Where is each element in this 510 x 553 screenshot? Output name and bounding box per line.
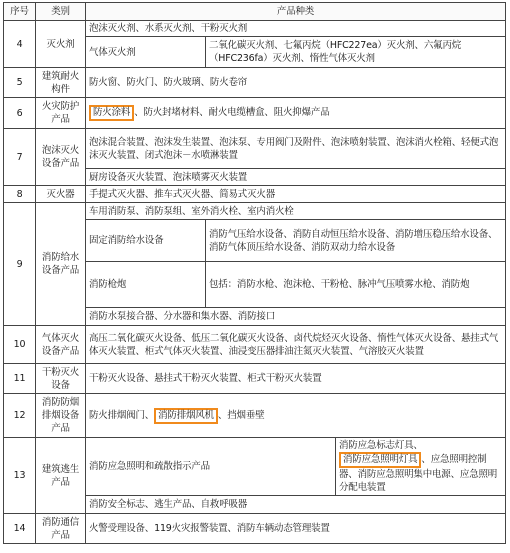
cell: 手提式灭火器、推车式灭火器、简易式灭火器 bbox=[86, 186, 506, 203]
row-no: 5 bbox=[4, 68, 36, 98]
row-no: 8 bbox=[4, 186, 36, 203]
row-no: 4 bbox=[4, 21, 36, 68]
table-row bbox=[4, 326, 506, 364]
cell: 厨房设备灭火装置、泡沫喷雾灭火装置 bbox=[86, 169, 506, 186]
table-row bbox=[4, 186, 506, 203]
col-category: 类别 bbox=[36, 3, 86, 21]
highlight-box: 防火涂料 bbox=[89, 105, 134, 121]
sub-label: 气体灭火剂 bbox=[86, 37, 206, 68]
cell: 消防安全标志、逃生产品、自救呼吸器 bbox=[86, 496, 506, 514]
table-row bbox=[4, 129, 506, 169]
table-row bbox=[4, 514, 506, 544]
cell-text: 、应急照明控制器、消防应急照明集中电源、应急照明分配电装置 bbox=[339, 454, 498, 493]
sub-label: 消防应急照明和疏散指示产品 bbox=[86, 438, 336, 496]
row-category: 灭火剂 bbox=[36, 21, 86, 68]
cell: 泡沫灭火剂、水系灭火剂、干粉灭火剂 bbox=[86, 21, 506, 37]
row-category: 气体灭火设备产品 bbox=[36, 326, 86, 364]
highlight-box: 消防排烟风机 bbox=[154, 408, 218, 424]
table-row bbox=[4, 438, 506, 496]
cell bbox=[86, 394, 506, 438]
row-category: 建筑耐火构件 bbox=[36, 68, 86, 98]
cell: 车用消防泵、消防泵组、室外消火栓、室内消火栓 bbox=[86, 203, 506, 220]
cell: 包括：消防水枪、泡沫枪、干粉枪、脉冲气压喷雾水枪、消防炮 bbox=[206, 262, 506, 308]
product-table bbox=[3, 2, 506, 544]
row-no: 14 bbox=[4, 514, 36, 544]
row-category: 灭火器 bbox=[36, 186, 86, 203]
cell-text: 消防应急标志灯具、 bbox=[339, 440, 423, 451]
sub-label: 消防枪炮 bbox=[86, 262, 206, 308]
cell-text: 防火排烟阀门、 bbox=[89, 409, 155, 421]
table-row bbox=[4, 203, 506, 220]
col-no: 序号 bbox=[4, 3, 36, 21]
cell: 高压二氧化碳灭火设备、低压二氧化碳灭火设备、卤代烷烃灭火设备、惰性气体灭火设备、悬挂式气体灭火装置、柜式气体灭火装置、油浸变压器排油注氮灭火装置、气溶胶灭火装置 bbox=[86, 326, 506, 364]
sub-label: 固定消防给水设备 bbox=[86, 220, 206, 262]
cell: 二氧化碳灭火剂、七氟丙烷（HFC227ea）灭火剂、六氟丙烷（HFC236fa）灭火剂、惰性气体灭火剂 bbox=[206, 37, 506, 68]
cell: 防火窗、防火门、防火玻璃、防火卷帘 bbox=[86, 68, 506, 98]
row-no: 11 bbox=[4, 364, 36, 394]
table-row bbox=[4, 68, 506, 98]
cell: 消防水泵接合器、分水器和集水器、消防接口 bbox=[86, 308, 506, 326]
table-header bbox=[4, 3, 506, 21]
cell bbox=[336, 438, 506, 496]
row-no: 6 bbox=[4, 98, 36, 129]
table-row bbox=[4, 394, 506, 438]
row-category: 建筑逃生产品 bbox=[36, 438, 86, 514]
row-category: 消防给水设备产品 bbox=[36, 203, 86, 326]
col-kinds: 产品种类 bbox=[86, 3, 506, 21]
row-no: 7 bbox=[4, 129, 36, 186]
row-category: 消防防烟排烟设备产品 bbox=[36, 394, 86, 438]
row-no: 12 bbox=[4, 394, 36, 438]
cell bbox=[86, 98, 506, 129]
cell: 泡沫混合装置、泡沫发生装置、泡沫泵、专用阀门及附件、泡沫喷射装置、泡沫消火栓箱、轻便式泡沫灭火装置、闭式泡沫－水喷淋装置 bbox=[86, 129, 506, 169]
cell: 干粉灭火设备、悬挂式干粉灭火装置、柜式干粉灭火装置 bbox=[86, 364, 506, 394]
table-row bbox=[4, 98, 506, 129]
cell: 消防气压给水设备、消防自动恒压给水设备、消防增压稳压给水设备、消防气体顶压给水设备、消防双动力给水设备 bbox=[206, 220, 506, 262]
row-no: 13 bbox=[4, 438, 36, 514]
cell-text: 、挡烟垂壁 bbox=[217, 409, 265, 421]
cell: 火警受理设备、119火灾报警装置、消防车辆动态管理装置 bbox=[86, 514, 506, 544]
highlight-box: 消防应急照明灯具 bbox=[339, 452, 421, 468]
row-category: 消防通信产品 bbox=[36, 514, 86, 544]
row-no: 9 bbox=[4, 203, 36, 326]
cell-text: 、防火封堵材料、耐火电缆槽盒、阻火抑爆产品 bbox=[134, 107, 330, 118]
row-category: 泡沫灭火设备产品 bbox=[36, 129, 86, 186]
table-row bbox=[4, 364, 506, 394]
row-no: 10 bbox=[4, 326, 36, 364]
row-category: 火灾防护产品 bbox=[36, 98, 86, 129]
table-row bbox=[4, 21, 506, 37]
row-category: 干粉灭火设备 bbox=[36, 364, 86, 394]
